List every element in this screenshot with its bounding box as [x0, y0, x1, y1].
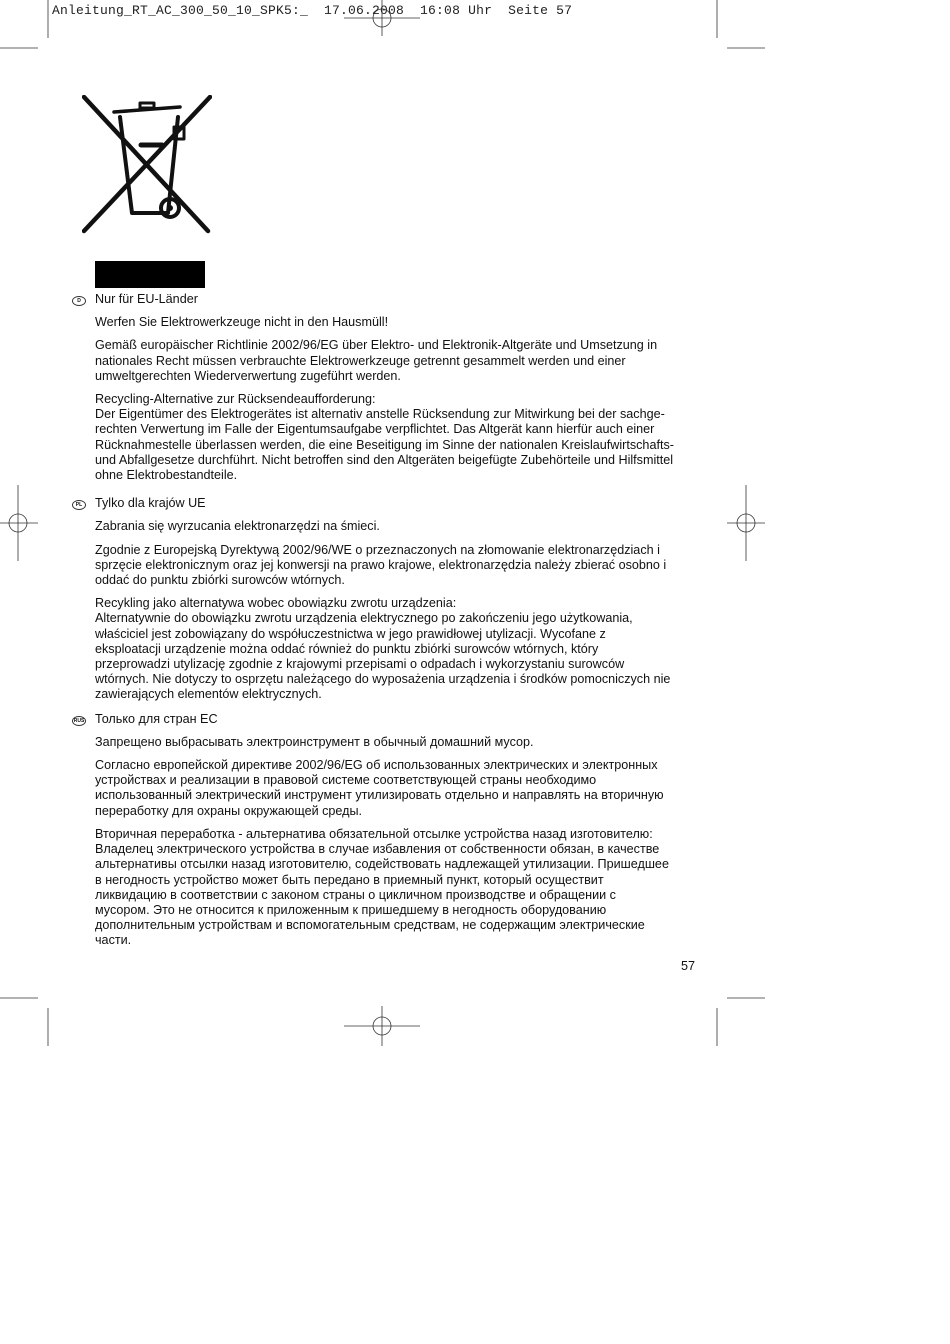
text-line: Recykling jako alternatywa wobec obowiązku zwrotu urządzenia:: [95, 596, 457, 611]
text-line: Вторичная переработка - альтернатива обязательной отсылке устройства назад изготовителю:: [95, 826, 653, 841]
text-line: части.: [95, 933, 132, 948]
section-heading: Только для стран ЕС: [95, 711, 218, 726]
text-line: eksploatacji urządzenie można oddać również do punktu zbiórki surowców wtórnych, który: [95, 641, 599, 656]
crop-mark-icon: [0, 485, 38, 561]
text-line: sprzęcie elektronicznym oraz jej konwersji na prawo krajowe, elektronarzędzia należy zbierać osobno i: [95, 557, 667, 572]
paragraph: [95, 519, 695, 534]
paragraph: [95, 735, 695, 750]
crossed-out-wheelie-bin-icon: [82, 95, 212, 235]
text-line: Zabrania się wyrzucania elektronarzędzi na śmieci.: [95, 519, 380, 534]
paragraph: [95, 315, 695, 330]
paragraph: [95, 543, 695, 589]
text-line: ликвидацию в соответствии с законом страны о цикличном производстве и обращении с: [95, 887, 616, 902]
text-line: Согласно европейской директиве 2002/96/EG об использованных электрических и электронных: [95, 758, 658, 773]
section-heading: Tylko dla krajów UE: [95, 496, 206, 511]
text-line: Rücknahmestelle überlassen werden, die eine Beseitigung im Sinne der nationalen Kreislaufwirtschafts-: [95, 437, 674, 452]
text-line: мусором. Это не относится к приложенным к пришедшему в негодность оборудованию: [95, 902, 607, 917]
document-body: [73, 292, 695, 957]
text-line: устройствах и реализации в правовой системе соответствующей страны необходимо: [95, 773, 597, 788]
text-line: использованный электрический инструмент утилизировать отдельно и направлять на вторичную: [95, 788, 664, 803]
text-line: Gemäß europäischer Richtlinie 2002/96/EG über Elektro- und Elektronik-Altgeräte und Umsetzung in: [95, 338, 658, 353]
text-line: Alternatywnie do obowiązku zwrotu urządzenia elektrycznego po zakończeniu jego użytkowania,: [95, 611, 633, 626]
text-line: Recycling-Alternative zur Rücksendeaufforderung:: [95, 392, 376, 407]
crop-mark-icon: [344, 1006, 420, 1046]
text-line: und Abfallgesetze durchführt. Nicht betroffen sind den Altgeräten beigefügte Zubehörteile und Hilfsmittel: [95, 452, 674, 467]
paragraph: [95, 758, 695, 819]
text-line: ohne Elektrobestandteile.: [95, 468, 238, 483]
text-line: właściciel jest zobowiązany do współuczestnictwa w jego prawidłowej utylizacji. Wycofane z: [95, 626, 606, 641]
text-line: Владелец электрического устройства в случае избавления от собственности обязан, в качестве: [95, 842, 660, 857]
paragraph: [95, 596, 695, 702]
section-pl: [75, 496, 695, 702]
print-header: Anleitung_RT_AC_300_50_10_SPK5:_ 17.06.2008 16:08 Uhr Seite 57: [52, 3, 573, 18]
text-line: przeprowadzi utylizację zgodnie z krajowymi przepisami o odpadach i wykorzystaniu surowców: [95, 657, 625, 672]
paragraph: [95, 338, 695, 384]
paragraph: [95, 392, 695, 483]
text-line: oddać do punktu zbiórki surowców wtórnych.: [95, 573, 345, 588]
text-line: nationales Recht müssen verbrauchte Elektrowerkzeuge getrennt gesammelt werden und einer: [95, 353, 626, 368]
text-line: wtórnych. Nie dotyczy to osprzętu należącego do wyposażenia urządzenia i środków pomocniczych nie: [95, 672, 671, 687]
text-line: Der Eigentümer des Elektrogerätes ist alternativ anstelle Rücksendung zur Mitwirkung bei der sachge-: [95, 407, 665, 422]
text-line: дополнительным устройствам и вспомогательным средствам, не содержащим электрические: [95, 918, 645, 933]
section-de: [77, 292, 695, 483]
crop-mark-icon: [344, 0, 420, 36]
section-heading: Nur für EU-Länder: [95, 292, 198, 306]
text-line: Zgodnie z Europejską Dyrektywą 2002/96/WE o przeznaczonych na złomowanie elektronarzędziach i: [95, 542, 660, 557]
text-line: Запрещено выбрасывать электроинструмент в обычный домашний мусор.: [95, 734, 534, 749]
page-number: 57: [681, 959, 696, 973]
black-bar: [95, 261, 205, 288]
paragraph: [95, 827, 695, 949]
text-line: rechten Verwertung im Falle der Eigentumsaufgabe verpflichtet. Das Altgerät kann hierfür auch einer: [95, 422, 655, 437]
language-badge-ru: RUS: [73, 717, 85, 724]
text-line: Werfen Sie Elektrowerkzeuge nicht in den Hausmüll!: [95, 315, 389, 330]
crop-mark-icon: [727, 485, 765, 561]
language-badge-de: D: [72, 296, 86, 306]
text-line: в негодность устройство может быть передано в приемный пункт, который осуществит: [95, 872, 604, 887]
language-badge-pl: PL: [72, 500, 86, 510]
text-line: zawierających elementów elektrycznych.: [95, 687, 322, 702]
text-line: umweltgerechten Wiederverwertung zugeführt werden.: [95, 368, 401, 383]
text-line: альтернативы отсылки назад изготовителю, содействовать надлежащей утилизации. Пришедшее: [95, 857, 669, 872]
section-ru: [73, 711, 695, 949]
text-line: переработку для охраны окружающей среды.: [95, 803, 363, 818]
